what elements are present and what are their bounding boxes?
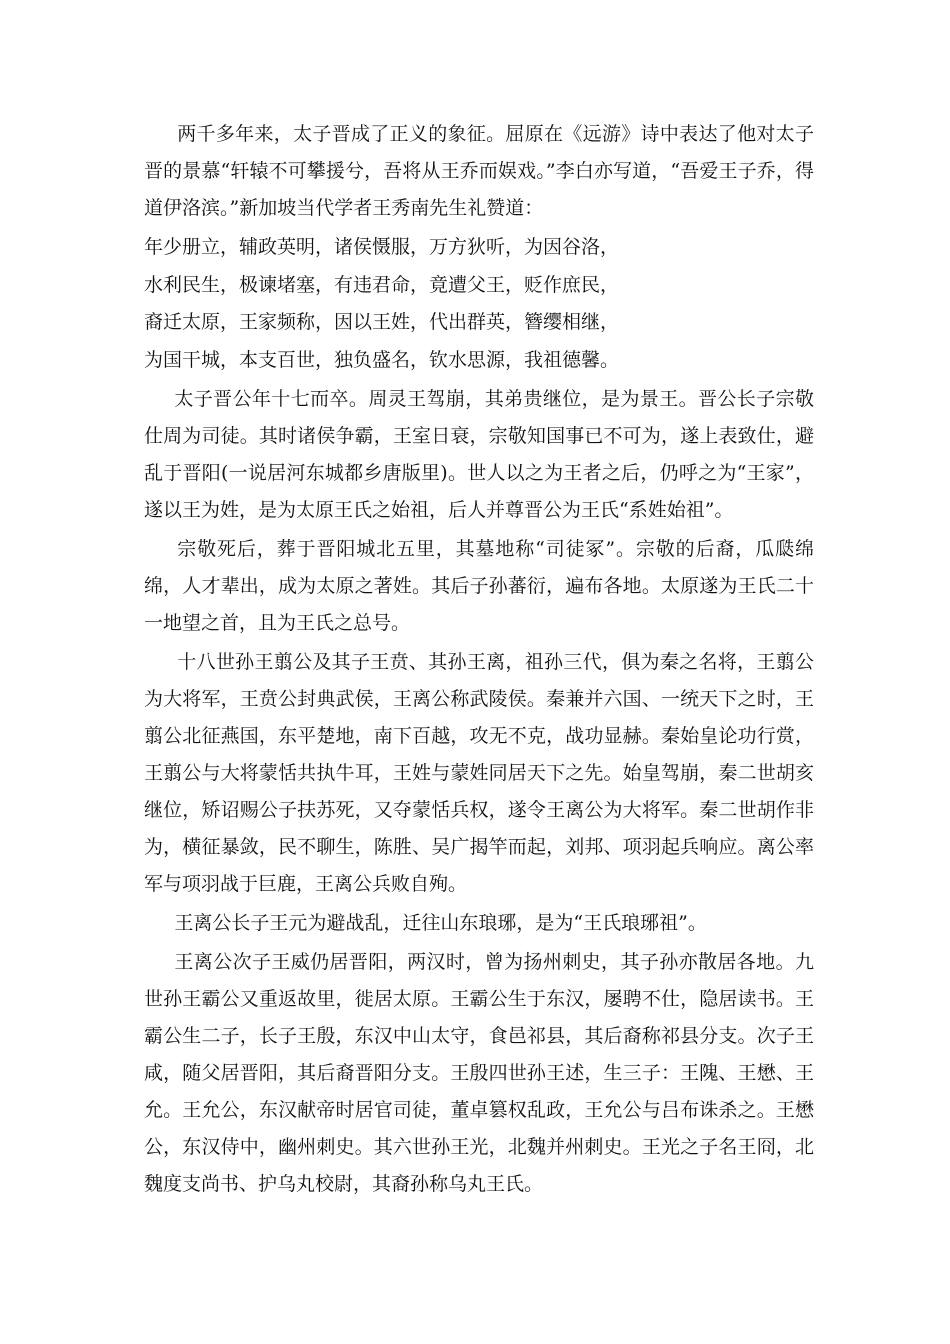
verse-line: 裔迁太原，王家频称，因以王姓，代出群英，簪缨相继， — [144, 311, 620, 333]
verse-line: 为国干城，本支百世，独负盛名，钦水思源，我祖德馨。 — [144, 348, 620, 371]
document-page — [144, 116, 814, 1205]
paragraph-wang-jian: 十八世孙王翦公及其子王贲、其孙王离，祖孙三代，俱为秦之名将，王翦公为大将军，王贲公封典武侯，王离公称武陵侯。秦兼并六国、一统天下之时，王翦公北征燕国，东平楚地，南下百越，攻无不克，战功显赫。秦始皇论功行赏，王翦公与大将蒙恬共执牛耳，王姓与蒙姓同居天下之先。始皇驾崩，秦二世胡亥继位，矫诏赐公子扶苏死，又夺蒙恬兵权，遂令王离公为大将军。秦二世胡作非为，横征暴敛，民不聊生，陈胜、吴广揭竿而起，刘邦、项羽起兵响应。离公率军与项羽战于巨鹿，王离公兵败自殉。 — [144, 651, 814, 895]
verse-block — [144, 229, 814, 379]
paragraph-situ-tomb: 宗敬死后，葬于晋阳城北五里，其墓地称“司徒冢”。宗敬的后裔，瓜瓞绵绵，人才辈出，成为太原之著姓。其后子孙蕃衍，遍布各地。太原遂为王氏二十一地望之首，且为王氏之总号。 — [144, 538, 814, 634]
paragraph-intro: 两千多年来，太子晋成了正义的象征。屈原在《远游》诗中表达了他对太子晋的景慕“轩辕不可攀援兮，吾将从王乔而娱戏。”李白亦写道，“吾爱王子乔，得道伊洛滨。”新加坡当代学者王秀南先生礼赞道： — [144, 123, 814, 219]
paragraph-zongjing: 太子晋公年十七而卒。周灵王驾崩，其弟贵继位，是为景王。晋公长子宗敬仕周为司徒。其时诸侯争霸，王室日衰，宗敬知国事已不可为，遂上表致仕，避乱于晋阳(一说居河东城都乡唐版里)。世人以之为王者之后，仍呼之为“王家”，遂以王为姓，是为太原王氏之始祖，后人并尊晋公为王氏“系姓始祖”。 — [144, 388, 814, 521]
paragraph-jinyang: 王离公次子王威仍居晋阳，两汉时，曾为扬州刺史，其子孙亦散居各地。九世孙王霸公又重返故里，徙居太原。王霸公生于东汉，屡聘不仕，隐居读书。王霸公生二子，长子王殷，东汉中山太守，食邑祁县，其后裔称祁县分支。次子王咸，随父居晋阳，其后裔晋阳分支。王殷四世孙王述，生三子：王隗、王懋、王允。王允公，东汉献帝时居官司徒，董卓篡权乱政，王允公与吕布诛杀之。王懋公，东汉侍中，幽州刺史。其六世孙王光，北魏并州刺史。王光之子名王冏，北魏度支尚书、护乌丸校尉，其裔孙称乌丸王氏。 — [144, 951, 814, 1195]
paragraph-langya: 王离公长子王元为避战乱，迁往山东琅琊，是为“王氏琅琊祖”。 — [174, 912, 707, 934]
verse-line: 水利民生，极谏堵塞，有违君命，竟遭父王，贬作庶民， — [144, 273, 620, 296]
verse-line: 年少册立，辅政英明，诸侯慑服，万方狄听，为因谷洛， — [144, 236, 620, 258]
